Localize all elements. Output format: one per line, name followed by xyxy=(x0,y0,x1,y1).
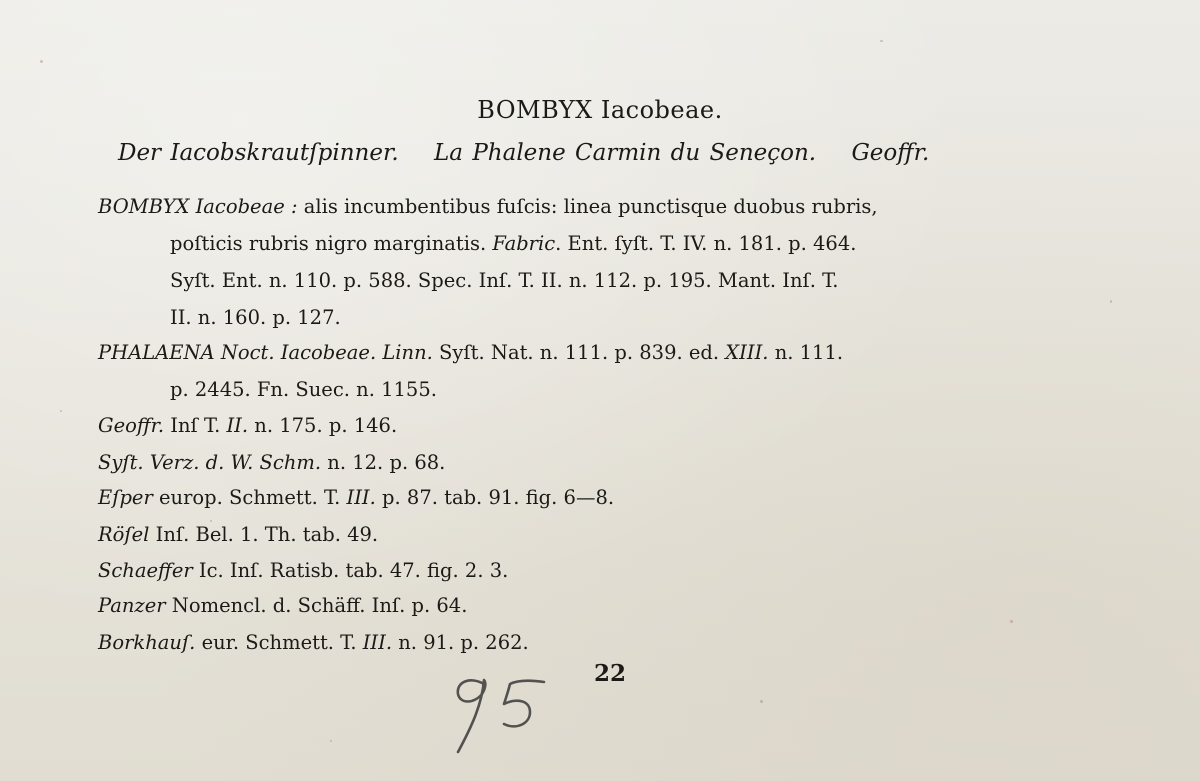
entry-text: n. 175. p. 146. xyxy=(248,414,398,437)
entry-line xyxy=(98,414,397,437)
entry-text: europ. Schmett. T. xyxy=(152,486,347,509)
entry-text: II. n. 160. p. 127. xyxy=(170,306,341,329)
entry-text: . Ent. ſyſt. T. IV. n. 181. p. 464. xyxy=(555,232,857,255)
handwritten-note-text: 95 xyxy=(510,684,512,685)
entry-line xyxy=(98,486,614,509)
entry-text: eur. Schmett. T. xyxy=(195,631,363,654)
entry-text: n. 91. p. 262. xyxy=(392,631,529,654)
entry-volume: III. xyxy=(346,486,376,509)
entry-line xyxy=(98,631,529,654)
entry-author: BOMBYX Iacobeae : xyxy=(98,195,298,218)
subtitle-author: Geoffr. xyxy=(851,140,930,166)
entry-line xyxy=(170,378,437,401)
entry-author: Borkhauſ. xyxy=(98,631,196,654)
entry-text: p. 2445. Fn. Suec. n. 1155. xyxy=(170,378,437,401)
entry-author: Geoffr. xyxy=(98,414,165,437)
entry-line xyxy=(170,232,856,255)
entry-author: Syſt. Verz. d. W. Schm. xyxy=(98,451,322,474)
entry-author: PHALAENA Noct. Iacobeae. Linn. xyxy=(98,341,433,364)
entry-author: Schaeffer xyxy=(98,559,193,582)
entry-author: Eſper xyxy=(98,486,153,509)
document-subtitle xyxy=(118,140,929,166)
entry-text: Nomencl. d. Schäff. Inſ. p. 64. xyxy=(165,594,468,617)
document-title: BOMBYX Iacobeae. xyxy=(477,96,723,124)
entry-line xyxy=(170,306,341,329)
entry-text: alis incumbentibus fuſcis: linea punctisque duobus rubris, xyxy=(297,195,878,218)
entry-author: Röſel xyxy=(98,523,150,546)
subtitle-german: Der Iacobskrautſpinner. xyxy=(118,140,399,166)
entry-volume: II. xyxy=(226,414,249,437)
handwritten-note xyxy=(440,664,580,764)
entry-text: n. 111. xyxy=(768,341,844,364)
entry-line xyxy=(98,523,378,546)
entry-text: poſticis rubris nigro marginatis. xyxy=(170,232,493,255)
entry-line xyxy=(98,594,467,617)
entry-line xyxy=(98,195,878,218)
entry-text: Inſ. Bel. 1. Th. tab. 49. xyxy=(149,523,379,546)
page-number: 22 xyxy=(594,660,627,687)
subtitle-french: La Phalene Carmin du Seneçon. xyxy=(434,140,817,166)
entry-text: p. 87. tab. 91. fig. 6—8. xyxy=(375,486,615,509)
entry-author: Fabric xyxy=(492,232,556,255)
entry-line xyxy=(98,451,445,474)
entry-line xyxy=(98,341,843,364)
entry-author: Panzer xyxy=(98,594,166,617)
entry-edition: XIII. xyxy=(725,341,769,364)
entry-volume: III. xyxy=(362,631,393,654)
entry-line xyxy=(170,269,839,292)
entry-text: Inſ T. xyxy=(164,414,227,437)
entry-line xyxy=(98,559,508,582)
entry-text: Ic. Inſ. Ratisb. tab. 47. fig. 2. 3. xyxy=(192,559,509,582)
entry-text: Syſt. Nat. n. 111. p. 839. ed. xyxy=(432,341,726,364)
entry-text: n. 12. p. 68. xyxy=(321,451,446,474)
entry-text: Syſt. Ent. n. 110. p. 588. Spec. Inſ. T. II. n. 112. p. 195. Mant. Inſ. T. xyxy=(170,269,839,292)
